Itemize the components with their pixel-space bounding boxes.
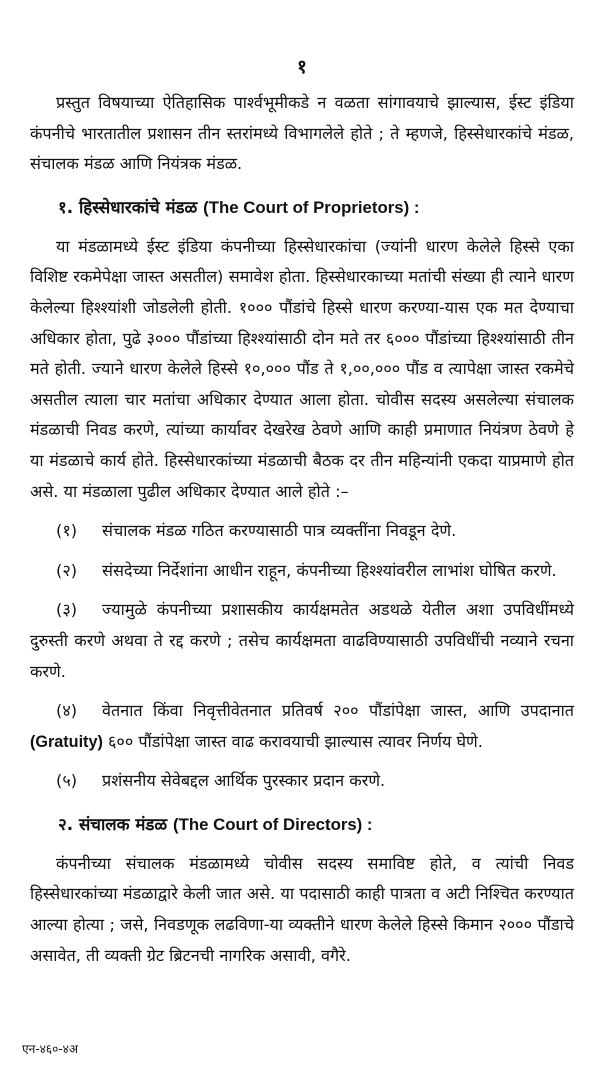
list-item bbox=[30, 766, 574, 797]
section-1-heading-english: (The Court of Proprietors) : bbox=[203, 197, 420, 217]
list-item bbox=[30, 595, 574, 687]
list-item-number: (४) bbox=[56, 701, 78, 721]
list-item bbox=[30, 696, 574, 757]
list-item-number: (१) bbox=[56, 521, 78, 541]
list-item-text-continued: ६०० पौंडांपेक्षा जास्त वाढ करावयाची झाल्यास त्यावर निर्णय घेणे. bbox=[102, 731, 483, 751]
list-item-text: संचालक मंडळ गठित करण्यासाठी पात्र व्यक्तींना निवडून देणे. bbox=[102, 521, 457, 541]
section-2-heading-english: (The Court of Directors) : bbox=[173, 814, 373, 834]
list-item-number: (३) bbox=[56, 600, 78, 620]
list-item bbox=[30, 556, 574, 587]
list-item-number: (२) bbox=[56, 560, 78, 580]
powers-list bbox=[30, 516, 574, 797]
gratuity-term: (Gratuity) bbox=[30, 732, 103, 751]
page-number: १ bbox=[297, 56, 307, 78]
list-item bbox=[30, 516, 574, 547]
section-2-heading bbox=[30, 809, 574, 840]
list-item-text: प्रशंसनीय सेवेबद्दल आर्थिक पुरस्कार प्रदान करणे. bbox=[102, 771, 386, 791]
section-1-heading bbox=[30, 192, 574, 223]
list-item-number: (५) bbox=[56, 771, 78, 791]
list-item-text: वेतनात किंवा निवृत्तीवेतनात प्रतिवर्ष २०० पौंडांपेक्षा जास्त, आणि उपदानात bbox=[102, 701, 574, 721]
section-2-heading-marathi: २. संचालक मंडळ bbox=[58, 813, 174, 834]
section-1-heading-marathi: १. हिस्सेधारकांचे मंडळ bbox=[58, 196, 204, 217]
intro-paragraph: प्रस्तुत विषयाच्या ऐतिहासिक पार्श्वभूमीकडे न वळता सांगावयाचे झाल्यास, ईस्ट इंडिया कंपनीचे भारतातील प्रशासन तीन स्तरांमध्ये विभागलेले होते ; ते म्हणजे, हिस्सेधारकांचे मंडळ, संचालक मंडळ आणि नियंत्रक मंडळ. bbox=[30, 93, 574, 174]
section-1-body: या मंडळामध्ये ईस्ट इंडिया कंपनीच्या हिस्सेधारकांचा (ज्यांनी धारण केलेले हिस्से एका विशिष्ट रकमेपेक्षा जास्त असतील) समावेश होता. हिस्सेधारकाच्या मतांची संख्या ही त्याने धारण केलेल्या हिश्श्यांशी जोडलेली होती. १००० पौंडांचे हिस्से धारण करण्या-यास एक मत देण्याचा अधिकार होता, पुढे ३००० पौंडांच्या हिश्श्यांसाठी दोन मते तर ६००० पौंडांच्या हिश्श्यांसाठी तीन मते होती. ज्याने धारण केलेले हिस्से १०,००० पौंड ते १,००,००० पौंड व त्यापेक्षा जास्त रकमेचे असतील त्याला चार मतांचा अधिकार देण्यात आला होता. चोवीस सदस्य असलेल्या संचालक मंडळाची निवड करणे, त्यांच्या कार्यावर देखरेख ठेवणे आणि काही प्रमाणात नियंत्रण ठेवणे हे या मंडळाचे कार्य होते. हिस्सेधारकांच्या मंडळाची बैठक दर तीन महिन्यांनी एकदा याप्रमाणे होत असे. या मंडळाला पुढील अधिकार देण्यात आले होते :– bbox=[30, 236, 574, 501]
section-2-body: कंपनीच्या संचालक मंडळामध्ये चोवीस सदस्य समाविष्ट होते, व त्यांची निवड हिस्सेधारकांच्या मंडळाद्वारे केली जात असे. या पदासाठी काही पात्रता व अटी निश्चित करण्यात आल्या होत्या ; जसे, निवडणूक लढविणा-या व्यक्तीने धारण केलेले हिस्से किमान २००० पौंडाचे असावेत, ती व्यक्ती ग्रेट ब्रिटनची नागरिक असावी, वगैरे. bbox=[30, 853, 574, 965]
list-item-text: ज्यामुळे कंपनीच्या प्रशासकीय कार्यक्षमतेत अडथळे येतील अशा उपविधींमध्ये दुरुस्ती करणे अथवा ते रद्द करणे ; तसेच कार्यक्षमता वाढविण्यासाठी उपविधींची नव्याने रचना करणे. bbox=[30, 600, 574, 681]
list-item-text: संसदेच्या निर्देशांना आधीन राहून, कंपनीच्या हिश्श्यांवरील लाभांश घोषित करणे. bbox=[102, 560, 557, 580]
footer-code: एन-४६०-४अ bbox=[22, 1042, 79, 1056]
